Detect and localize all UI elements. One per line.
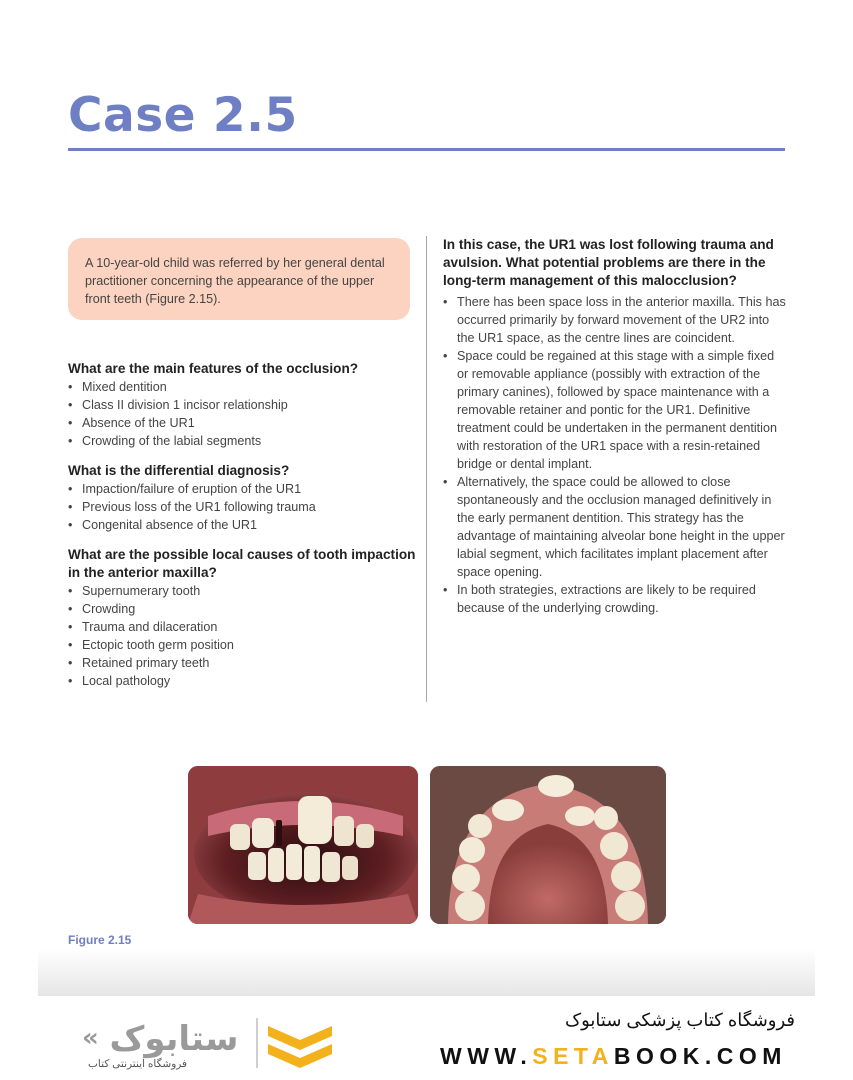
store-name: فروشگاه کتاب پزشکی ستابوک: [565, 1010, 795, 1030]
list-item: • Alternatively, the space could be allowed to close spontaneously and the occlusion managed definitively in the early permanent dentition. This strategy has the advantage of maintaining alveolar bone height in the upper labial segment, which facilitates implant placement after space opening.: [443, 473, 788, 581]
column-divider: [426, 236, 427, 702]
list-item: • There has been space loss in the anterior maxilla. This has occurred primarily by forward movement of the UR2 into the UR1 space, as the centre lines are coincident.: [443, 293, 788, 347]
question-management: In this case, the UR1 was lost following trauma and avulsion. What potential problems are there in the long-term management of this malocclusion?: [443, 237, 774, 288]
list-item: • Local pathology: [68, 672, 418, 690]
left-column: [68, 360, 418, 690]
list-item: • Impaction/failure of eruption of the UR1: [68, 480, 418, 498]
list-item: • Space could be regained at this stage with a simple fixed or removable appliance (possibly with extraction of the primary canines), followed by space maintenance with a removable retainer and pontic for the UR1. Definitive treatment could be undertaken in the permanent dentition with restoration of the UR1 space with a resin-retained bridge or dental implant.: [443, 347, 788, 473]
list-item: • Crowding: [68, 600, 418, 618]
store-url[interactable]: [440, 1043, 787, 1070]
question-impaction: What are the possible local causes of tooth impaction in the anterior maxilla?: [68, 547, 416, 580]
management-list: [443, 293, 788, 617]
question-differential: What is the differential diagnosis?: [68, 463, 290, 478]
list-item: • Absence of the UR1: [68, 414, 418, 432]
list-item: • Mixed dentition: [68, 378, 418, 396]
clinical-photo-frontal: [188, 766, 418, 924]
list-item: • Congenital absence of the UR1: [68, 516, 418, 534]
clinical-photo-occlusal: [430, 766, 666, 924]
differential-list: [68, 480, 418, 534]
url-accent: SETA: [532, 1043, 614, 1069]
list-item: • Ectopic tooth germ position: [68, 636, 418, 654]
title-rule: [68, 148, 785, 151]
occlusion-list: [68, 378, 418, 450]
right-column: [443, 236, 788, 617]
case-title: Case 2.5: [68, 88, 298, 143]
intro-text: A 10-year-old child was referred by her general dental practitioner concerning the appearance of the upper front teeth (Figure 2.15).: [85, 256, 385, 306]
url-prefix: WWW.: [440, 1043, 533, 1069]
figure-caption: Figure 2.15: [68, 933, 132, 947]
logo-tagline: فروشگاه اینترنتی کتاب: [88, 1058, 188, 1070]
list-item: • Previous loss of the UR1 following trauma: [68, 498, 418, 516]
intro-box: [68, 238, 410, 320]
list-item: • Retained primary teeth: [68, 654, 418, 672]
list-item: • Supernumerary tooth: [68, 582, 418, 600]
svg-text:«: «: [82, 1023, 99, 1053]
page-shadow: [38, 948, 815, 996]
impaction-list: [68, 582, 418, 690]
question-occlusion: What are the main features of the occlusion?: [68, 361, 359, 376]
list-item: • Trauma and dilaceration: [68, 618, 418, 636]
url-suffix: BOOK.COM: [613, 1043, 787, 1069]
list-item: • Class II division 1 incisor relationship: [68, 396, 418, 414]
list-item: • In both strategies, extractions are likely to be required because of the underlying crowding.: [443, 581, 788, 617]
list-item: • Crowding of the labial segments: [68, 432, 418, 450]
logo-wordmark: ستابوک: [109, 1019, 239, 1059]
